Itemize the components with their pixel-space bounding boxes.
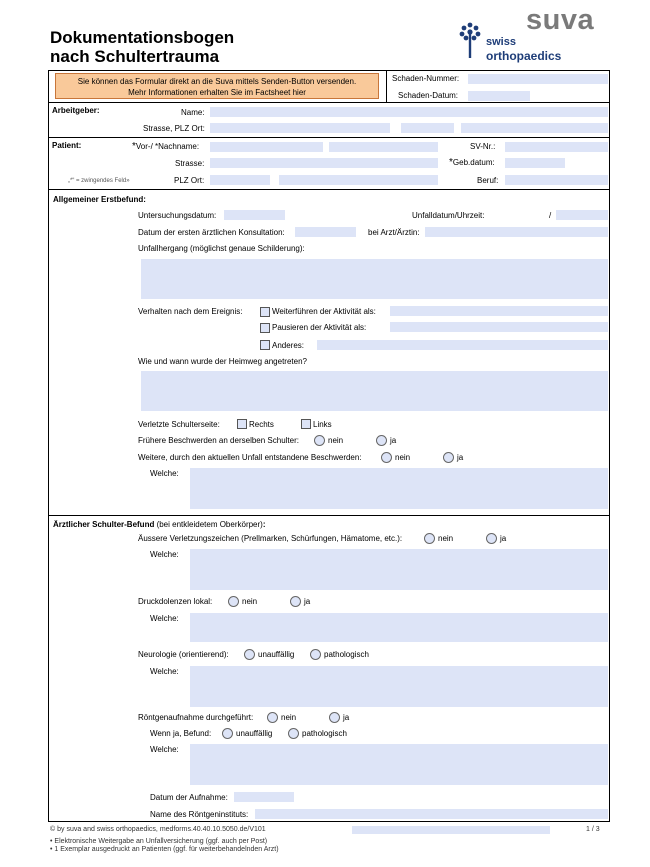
accident-desc-textarea[interactable]: [141, 259, 608, 299]
doctor-input[interactable]: [425, 227, 608, 237]
footer-copyright: © by suva and swiss orthopaedics, medforms.40.40.10.5050.de/V101: [50, 826, 266, 833]
required-note: „*“ = zwingendes Feld»: [68, 178, 130, 184]
divider: [48, 137, 610, 138]
patient-plz-label: PLZ Ort:: [174, 176, 205, 185]
swiss-logo-text: swiss: [486, 36, 516, 48]
xray-no-label: nein: [281, 713, 297, 722]
swiss-orthopaedics-tree-icon: [458, 21, 482, 61]
xray-patho-radio[interactable]: [288, 728, 299, 739]
accident-date-label: Unfalldatum/Uhrzeit:: [412, 211, 485, 220]
other-checkbox[interactable]: [260, 340, 270, 350]
neuro-normal-radio[interactable]: [244, 649, 255, 660]
patient-birth-input[interactable]: [505, 158, 565, 168]
suva-logo: suva: [526, 4, 595, 36]
outer-which-label: Welche:: [150, 550, 179, 559]
pressure-no-label: nein: [242, 597, 258, 606]
patient-section-title: Patient:: [52, 141, 82, 150]
patient-firstname-input[interactable]: [210, 142, 323, 152]
previous-no-radio[interactable]: [314, 435, 325, 446]
patient-plz-input[interactable]: [210, 175, 270, 185]
xray-inst-label: Name des Röntgeninstituts:: [150, 810, 249, 819]
patient-lastname-input[interactable]: [329, 142, 438, 152]
further-yes-radio[interactable]: [443, 452, 454, 463]
outer-no-label: nein: [438, 534, 454, 543]
exam-date-label: Untersuchungsdatum:: [138, 211, 217, 220]
further-which-textarea[interactable]: [190, 468, 608, 509]
other-label: Anderes:: [272, 341, 305, 350]
accident-time-input[interactable]: [556, 210, 608, 220]
xray-no-radio[interactable]: [267, 712, 278, 723]
employer-name-input[interactable]: [210, 107, 608, 117]
further-yes-label: ja: [457, 453, 464, 462]
side-label: Verletzte Schulterseite:: [138, 420, 220, 429]
xray-date-label: Datum der Aufnahme:: [150, 793, 228, 802]
pressure-which-label: Welche:: [150, 614, 179, 623]
if-yes-label: Wenn ja, Befund:: [150, 729, 212, 738]
patient-street-input[interactable]: [210, 158, 438, 168]
pressure-no-radio[interactable]: [228, 596, 239, 607]
title-line-2: nach Schultertrauma: [50, 47, 220, 66]
further-no-radio[interactable]: [381, 452, 392, 463]
outer-which-textarea[interactable]: [190, 549, 608, 590]
shoulder-section-colon: :: [262, 520, 266, 529]
claim-date-label: Schaden-Datum:: [398, 91, 459, 100]
xray-normal-radio[interactable]: [222, 728, 233, 739]
pause-checkbox[interactable]: [260, 323, 270, 333]
xray-which-textarea[interactable]: [190, 744, 608, 785]
outer-injury-label: Äussere Verletzungszeichen (Prellmarken, Schürfungen, Hämatome, etc.):: [138, 534, 403, 543]
general-section-title: Allgemeiner Erstbefund:: [53, 195, 146, 204]
patient-name-text: Vor-/ *Nachname:: [135, 142, 200, 151]
pause-input[interactable]: [390, 322, 608, 332]
pressure-yes-label: ja: [304, 597, 311, 606]
shoulder-section-title: [53, 520, 266, 530]
patient-birth-label: *Geb.datum:: [449, 157, 495, 168]
xray-normal-label: unauffällig: [236, 729, 273, 738]
doctor-label: bei Arzt/Ärztin:: [368, 228, 420, 237]
outer-yes-label: ja: [500, 534, 507, 543]
patient-birth-text: Geb.datum:: [452, 158, 495, 167]
further-which-label: Welche:: [150, 469, 179, 478]
neuro-patho-label: pathologisch: [324, 650, 369, 659]
claim-number-label: Schaden-Nummer:: [392, 74, 460, 83]
previous-yes-radio[interactable]: [376, 435, 387, 446]
pressure-yes-radio[interactable]: [290, 596, 301, 607]
other-input[interactable]: [317, 340, 608, 350]
previous-yes-label: ja: [390, 436, 397, 445]
continue-checkbox[interactable]: [260, 307, 270, 317]
neuro-label: Neurologie (orientierend):: [138, 650, 229, 659]
right-label: Rechts: [249, 420, 274, 429]
xray-patho-label: pathologisch: [302, 729, 347, 738]
footer-field[interactable]: [352, 826, 550, 834]
employer-street-label: Strasse, PLZ Ort:: [143, 124, 205, 133]
pause-label: Pausieren der Aktivität als:: [272, 323, 367, 332]
further-no-label: nein: [395, 453, 411, 462]
xray-label: Röntgenaufnahme durchgeführt:: [138, 713, 254, 722]
first-consult-label: Datum der ersten ärztlichen Konsultation:: [138, 228, 285, 237]
pressure-which-textarea[interactable]: [190, 613, 608, 642]
xray-which-label: Welche:: [150, 745, 179, 754]
neuro-normal-label: unauffällig: [258, 650, 295, 659]
patient-svnr-input[interactable]: [505, 142, 608, 152]
divider: [48, 189, 610, 190]
footer-note-1: • Elektronische Weitergabe an Unfallversicherung (ggf. auch per Post): [50, 838, 268, 845]
outer-no-radio[interactable]: [424, 533, 435, 544]
continue-input[interactable]: [390, 306, 608, 316]
title-line-1: Dokumentationsbogen: [50, 28, 235, 47]
employer-name-label: Name:: [181, 108, 205, 117]
outer-yes-radio[interactable]: [486, 533, 497, 544]
footer-page-number: 1 / 3: [586, 826, 600, 833]
xray-yes-radio[interactable]: [329, 712, 340, 723]
notice-line-1: Sie können das Formular direkt an die Suva mittels Senden-Button versenden.: [77, 77, 357, 86]
orthopaedics-logo-text: orthopaedics: [486, 49, 562, 63]
employer-city-input[interactable]: [461, 123, 608, 133]
patient-street-label: Strasse:: [175, 159, 205, 168]
pressure-label: Druckdolenzen lokal:: [138, 597, 213, 606]
patient-svnr-label: SV-Nr.:: [470, 142, 496, 151]
accident-desc-label: Unfallhergang (möglichst genaue Schilderung):: [138, 244, 305, 253]
patient-city-input[interactable]: [279, 175, 438, 185]
divider: [48, 102, 610, 103]
footer-note-2: • 1 Exemplar ausgedruckt an Patienten (ggf. für weiterbehandelnden Arzt): [50, 846, 279, 853]
patient-job-input[interactable]: [505, 175, 608, 185]
exam-date-input[interactable]: [224, 210, 285, 220]
xray-inst-input[interactable]: [255, 809, 608, 819]
xray-yes-label: ja: [343, 713, 350, 722]
previous-no-label: nein: [328, 436, 344, 445]
divider: [386, 70, 387, 102]
shoulder-section-bold: Ärztlicher Schulter-Befund: [53, 520, 155, 529]
behaviour-label: Verhalten nach dem Ereignis:: [138, 307, 243, 316]
way-home-textarea[interactable]: [141, 371, 608, 411]
patient-name-label: *Vor-/ *Nachname:: [132, 141, 200, 152]
employer-section-title: Arbeitgeber:: [52, 106, 100, 115]
left-label: Links: [313, 420, 332, 429]
accident-slash: /: [549, 211, 552, 220]
continue-label: Weiterführen der Aktivität als:: [272, 307, 376, 316]
neuro-patho-radio[interactable]: [310, 649, 321, 660]
neuro-which-textarea[interactable]: [190, 666, 608, 707]
shoulder-section-note: (bei entkleidetem Oberkörper): [154, 520, 263, 529]
patient-job-label: Beruf:: [477, 176, 499, 185]
xray-date-input[interactable]: [234, 792, 294, 802]
notice-line-2[interactable]: Mehr Informationen erhalten Sie im Factsheet hier: [128, 88, 306, 97]
neuro-which-label: Welche:: [150, 667, 179, 676]
employer-plz-input[interactable]: [401, 123, 454, 133]
previous-label: Frühere Beschwerden an derselben Schulter:: [138, 436, 299, 445]
employer-street-input[interactable]: [210, 123, 390, 133]
way-home-label: Wie und wann wurde der Heimweg angetreten?: [138, 357, 307, 366]
right-checkbox[interactable]: [237, 419, 247, 429]
divider: [48, 515, 610, 516]
left-checkbox[interactable]: [301, 419, 311, 429]
first-consult-input[interactable]: [295, 227, 356, 237]
further-label: Weitere, durch den aktuellen Unfall entstandene Beschwerden:: [138, 453, 362, 462]
page-title: [50, 28, 234, 66]
